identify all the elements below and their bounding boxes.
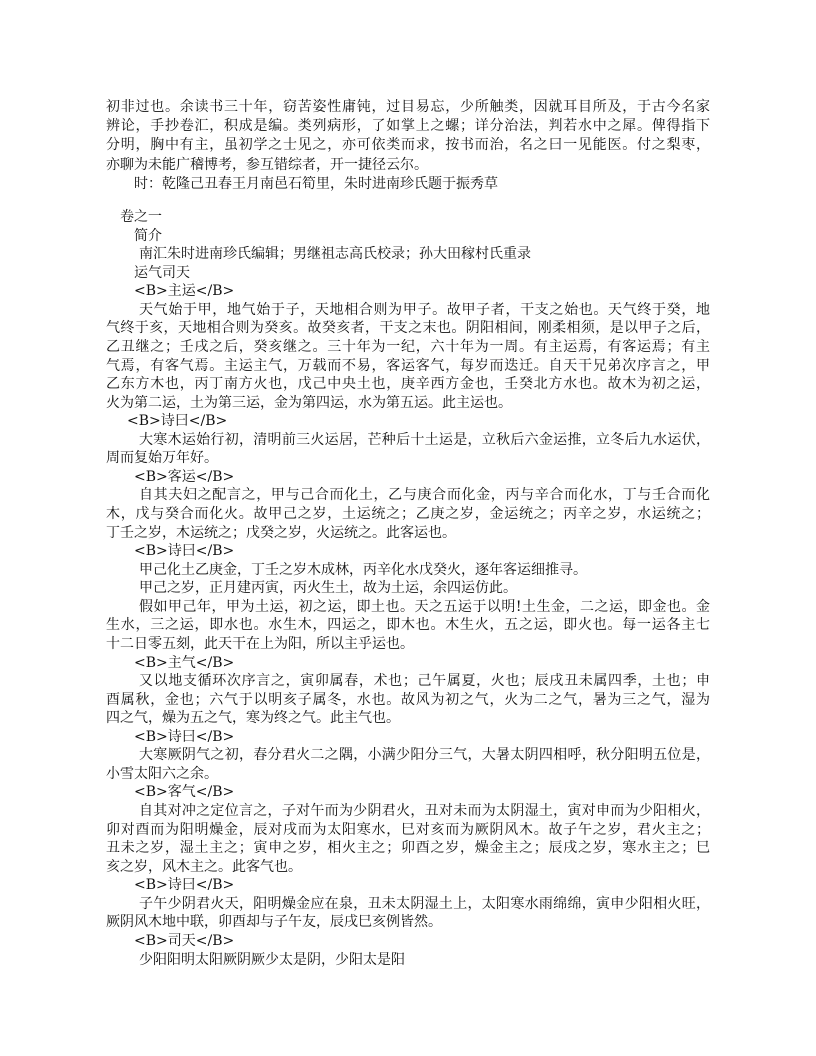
document-page <box>106 98 710 969</box>
volume-title: 卷之一 <box>120 209 162 226</box>
text-line: 初非过也。余读书三十年，窃苦姿性庸钝，过目易忘，少所触类，因就耳目所及，于古今名家 <box>106 99 710 115</box>
text-line: 亥之岁，风木主之。此客气也。 <box>106 858 302 875</box>
text-line: 酉属秋，金也；六气于以明亥子属冬，水也。故风为初之气，火为二之气，暑为三之气，湿为 <box>106 691 710 708</box>
section-heading: 运气司天 <box>134 264 190 281</box>
text-line: 乙丑继之；壬戌之后，癸亥继之。三十年为一纪，六十年为一周。有主运焉，有客运焉；有主 <box>106 338 710 355</box>
text-line: 自其夫妇之配言之，甲与己合而化土，乙与庚合而化金，丙与辛合而化水，丁与壬合而化 <box>139 487 710 504</box>
subheading: <B>客运</B> <box>134 468 235 485</box>
subheading: <B>诗曰</B> <box>134 728 235 745</box>
subheading: <B>诗曰</B> <box>134 543 235 560</box>
text-line: 假如甲己年，甲为土运，初之运，即土也。天之五运于以明!土生金，二之运，即金也。金 <box>139 598 710 615</box>
text-line: 天气始于甲，地气始于子，天地相合则为甲子。故甲子者，干支之始也。天气终于癸，地 <box>139 301 710 318</box>
text-line: 甲己之岁，正月建丙寅，丙火生土，故为土运，余四运仿此。 <box>139 580 517 597</box>
text-line: 木，戊与癸合而化火。故甲己之岁，土运统之；乙庚之岁，金运统之；丙辛之岁，水运统之； <box>106 506 710 523</box>
chapter-one <box>106 208 710 969</box>
subheading: <B>诗曰</B> <box>127 413 228 430</box>
subheading: <B>诗曰</B> <box>134 877 235 894</box>
preface-section <box>106 98 710 194</box>
editor-credits: 南汇朱时进南珍氏编辑；男继祖志高氏校录；孙大田稼村氏重录 <box>139 246 531 263</box>
text-line: 丑未之岁，湿土主之；寅申之岁，相火主之；卯酉之岁，燥金主之；辰戌之岁，寒水主之；巳 <box>106 840 710 857</box>
text-line: 大寒厥阴气之初，春分君火二之隅，小满少阳分三气，大暑太阴四相呼，秋分阳明五位是， <box>139 747 710 764</box>
text-line: 四之气，燥为五之气，寒为终之气。此主气也。 <box>106 710 400 727</box>
text-line: 大寒木运始行初，清明前三火运居，芒种后十土运是，立秋后六金运推，立冬后九水运伏， <box>139 431 710 448</box>
text-line: 亦聊为未能广稽博考，参互错综者，开一捷径云尔。 <box>106 156 428 173</box>
section-heading: 简介 <box>134 227 162 244</box>
subheading: <B>客气</B> <box>134 784 235 801</box>
text-line: 火为第二运，土为第三运，金为第四运，水为第五运。此主运也。 <box>106 394 512 411</box>
text-line: 又以地支循环次序言之，寅卯属春，术也；己午属夏，火也；辰戌丑未属四季，土也；申 <box>139 673 710 690</box>
preface-signature: 时：乾隆己丑春王月南邑石筍里，朱时进南珍氏题于振秀草 <box>134 175 498 192</box>
text-line: 十二日零五刻，此天干在上为阳，所以主乎运也。 <box>106 635 414 652</box>
text-line: 周而复始万年好。 <box>106 450 218 467</box>
text-line: 厥阴风木地中联，卯酉却与子午友，辰戌巳亥例皆然。 <box>106 914 442 931</box>
text-line: 子午少阴君火天，阳明燥金应在泉，丑未太阴湿土上，太阳寒水雨绵绵，寅申少阳相火旺， <box>139 895 710 912</box>
subheading: <B>主运</B> <box>134 283 235 300</box>
text-line: 少阳阳明太阳厥阴厥少太是阴，少阳太是阳 <box>139 951 405 968</box>
text-line: 辨论，手抄卷汇，积成是编。类列病形，了如掌上之螺；详分治法，判若水中之犀。俾得指下 <box>106 118 710 135</box>
text-line: 气焉，有客气焉。主运主气，万载而不易，客运客气，每岁而迭迁。自天干兄弟次序言之，甲 <box>106 357 710 374</box>
text-line: 卯对酉而为阳明燥金，辰对戌而为太阳寒水，巳对亥而为厥阴风木。故子午之岁，君火主之； <box>106 821 710 838</box>
text-line: 生水，三之运，即水也。水生木，四运之，即木也。木生火，五之运，即火也。每一运各主七 <box>106 617 710 634</box>
text-line: 小雪太阳六之余。 <box>106 765 218 782</box>
text-line: 乙东方木也，丙丁南方火也，戊己中央土也，庚辛西方金也，壬癸北方水也。故木为初之运， <box>106 376 710 393</box>
text-line: 自其对冲之定位言之，子对午而为少阴君火，丑对未而为太阴湿土，寅对申而为少阳相火， <box>139 803 710 820</box>
text-line: 分明，胸中有主，虽初学之士见之，亦可依类而求，按书而治，名之曰一见能医。付之梨枣， <box>106 137 710 154</box>
text-line: 气终于亥，天地相合则为癸亥。故癸亥者，干支之末也。阴阳相间，刚柔相须，是以甲子之后， <box>106 320 710 337</box>
subheading: <B>司天</B> <box>134 932 235 949</box>
subheading: <B>主气</B> <box>134 654 235 671</box>
text-line: 甲己化土乙庚金，丁壬之岁木成林，丙辛化水戊癸火，逐年客运细推寻。 <box>139 561 587 578</box>
text-line: 丁壬之岁，木运统之；戊癸之岁，火运统之。此客运也。 <box>106 524 456 541</box>
